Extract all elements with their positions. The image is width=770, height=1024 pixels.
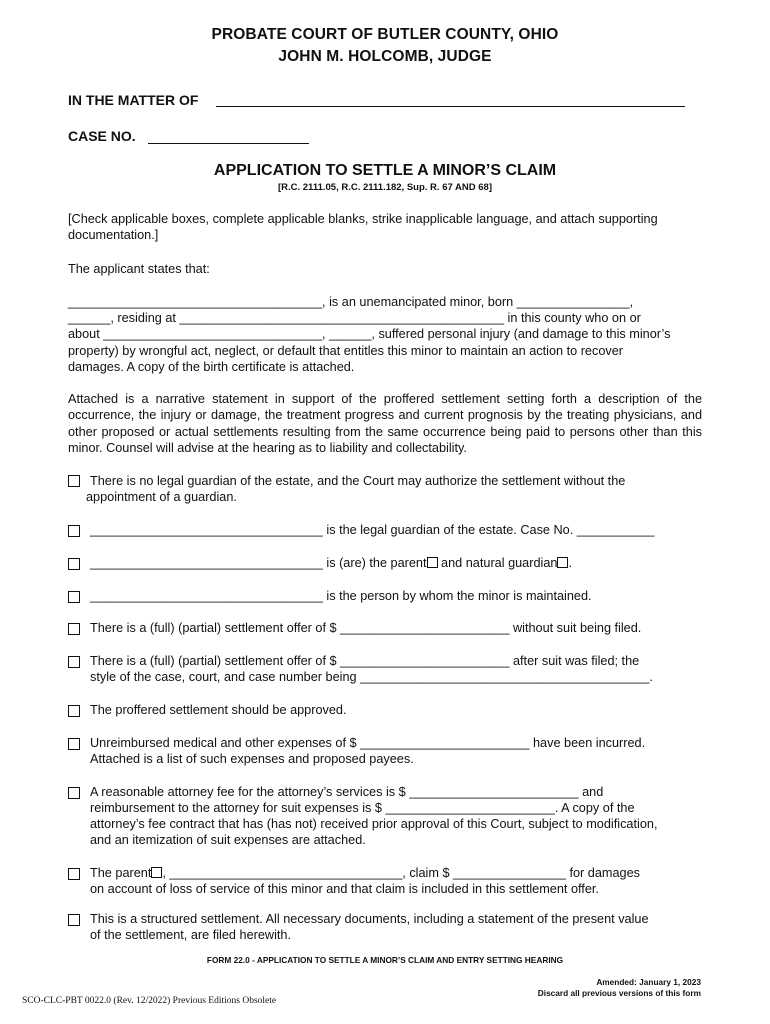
footer-form-title: FORM 22.0 - APPLICATION TO SETTLE A MINOR’S CLAIM AND ENTRY SETTING HEARING: [206, 955, 564, 965]
statute-citation: [R.C. 2111.05, R.C. 2111.182, Sup. R. 67 AND 68]: [277, 182, 493, 193]
checkbox-parent-claim-inline[interactable]: [151, 867, 162, 878]
structured-text-1: This is a structured settlement. All necessary documents, including a statement of the present value: [90, 912, 649, 926]
intro-text: The applicant states that:: [68, 262, 210, 276]
checkbox-structured-settlement[interactable]: [68, 914, 80, 926]
checkbox-maintained[interactable]: [68, 591, 80, 603]
structured-text-2: of the settlement, are filed herewith.: [90, 928, 291, 942]
instructions: [Check applicable boxes, complete applicable blanks, strike inapplicable language, and attach supporting documentation.]: [68, 212, 658, 243]
checkbox-no-guardian[interactable]: [68, 475, 80, 487]
parent-line[interactable]: [90, 555, 702, 571]
checkbox-parent[interactable]: [68, 558, 80, 570]
attorney-text-3: attorney’s fee contract that has (has not) received prior approval of this Court, subject to modification,: [90, 817, 658, 831]
legal-guardian-text[interactable]: _________________________________ is the legal guardian of the estate. Case No. ___________: [90, 523, 655, 537]
minor-info-line-4: property) by wrongful act, neglect, or default that entitles this minor to maintain an action to recover: [68, 344, 624, 358]
court-name: PROBATE COURT OF BUTLER COUNTY, OHIO: [211, 26, 559, 43]
checkbox-parent-claim[interactable]: [68, 868, 80, 880]
checkbox-legal-guardian[interactable]: [68, 525, 80, 537]
checkbox-offer-without-suit[interactable]: [68, 623, 80, 635]
no-guardian-text-1: There is no legal guardian of the estate, and the Court may authorize the settlement without the: [90, 474, 626, 488]
offer-after-suit-text-1[interactable]: There is a (full) (partial) settlement offer of $ ________________________ after suit was filed; the: [90, 654, 640, 668]
natural-guardian-text: and natural guardian: [437, 556, 558, 570]
no-guardian-text-2: appointment of a guardian.: [86, 490, 237, 504]
medical-text-2: Attached is a list of such expenses and proposed payees.: [90, 752, 414, 766]
checkbox-parent-inline[interactable]: [427, 557, 438, 568]
minor-info-line-2[interactable]: ______, residing at ______________________________________________ in this county who on or: [68, 311, 641, 325]
parent-claim-line[interactable]: [90, 865, 702, 881]
judge-name: JOHN M. HOLCOMB, JUDGE: [278, 48, 492, 65]
attorney-text-2[interactable]: reimbursement to the attorney for suit expenses is $ ________________________. A copy of the: [90, 801, 635, 815]
case-number-field[interactable]: [148, 143, 309, 144]
approved-text: The proffered settlement should be approved.: [90, 703, 347, 717]
parent-claim-text-2: on account of loss of service of this minor and that claim is included in this settlement offer.: [90, 882, 599, 896]
matter-field[interactable]: [216, 106, 685, 107]
footer-discard: Discard all previous versions of this form: [537, 988, 701, 998]
attorney-text-4: and an itemization of suit expenses are attached.: [90, 833, 366, 847]
offer-without-suit-text[interactable]: There is a (full) (partial) settlement offer of $ ________________________ without suit being filed.: [90, 621, 642, 635]
offer-after-suit-text-2[interactable]: style of the case, court, and case number being _________________________________________.: [90, 670, 653, 684]
parent-claim-text-b[interactable]: , _________________________________, claim $ ________________ for damages: [162, 866, 640, 880]
footer-form-code: SCO-CLC-PBT 0022.0 (Rev. 12/2022) Previous Editions Obsolete: [22, 996, 277, 1006]
maintained-text[interactable]: _________________________________ is the person by whom the minor is maintained.: [90, 589, 592, 603]
minor-info-line-1[interactable]: ____________________________________, is an unemancipated minor, born ________________,: [68, 295, 634, 309]
checkbox-offer-after-suit[interactable]: [68, 656, 80, 668]
matter-label: IN THE MATTER OF: [68, 92, 199, 108]
checkbox-medical-expenses[interactable]: [68, 738, 80, 750]
form-title: APPLICATION TO SETTLE A MINOR’S CLAIM: [213, 162, 557, 179]
checkbox-approved[interactable]: [68, 705, 80, 717]
footer-amended: Amended: January 1, 2023: [596, 977, 701, 987]
narrative-paragraph: Attached is a narrative statement in support of the proffered settlement setting forth a description of the occurrence, the injury or damage, the treatment progress and current prognosis by the treating physicians, and other proposed or actual settlements resulting from the same occurrence being paid to persons other than this minor. Counsel will advise at the hearing as to liability and collectability.: [68, 392, 702, 455]
checkbox-attorney-fee[interactable]: [68, 787, 80, 799]
case-label: CASE NO.: [68, 128, 136, 144]
parent-period: .: [568, 556, 572, 570]
minor-info-line-5: damages. A copy of the birth certificate is attached.: [68, 360, 355, 374]
attorney-text-1[interactable]: A reasonable attorney fee for the attorney’s services is $ ________________________ and: [90, 785, 604, 799]
checkbox-natural-guardian-inline[interactable]: [557, 557, 568, 568]
medical-text-1[interactable]: Unreimbursed medical and other expenses of $ ________________________ have been incurred.: [90, 736, 646, 750]
parent-text: _________________________________ is (are) the parent: [90, 556, 427, 570]
minor-info-line-3[interactable]: about _______________________________, ______, suffered personal injury (and damage to this minor’s: [68, 327, 671, 341]
parent-claim-text-a: The parent: [90, 866, 152, 880]
